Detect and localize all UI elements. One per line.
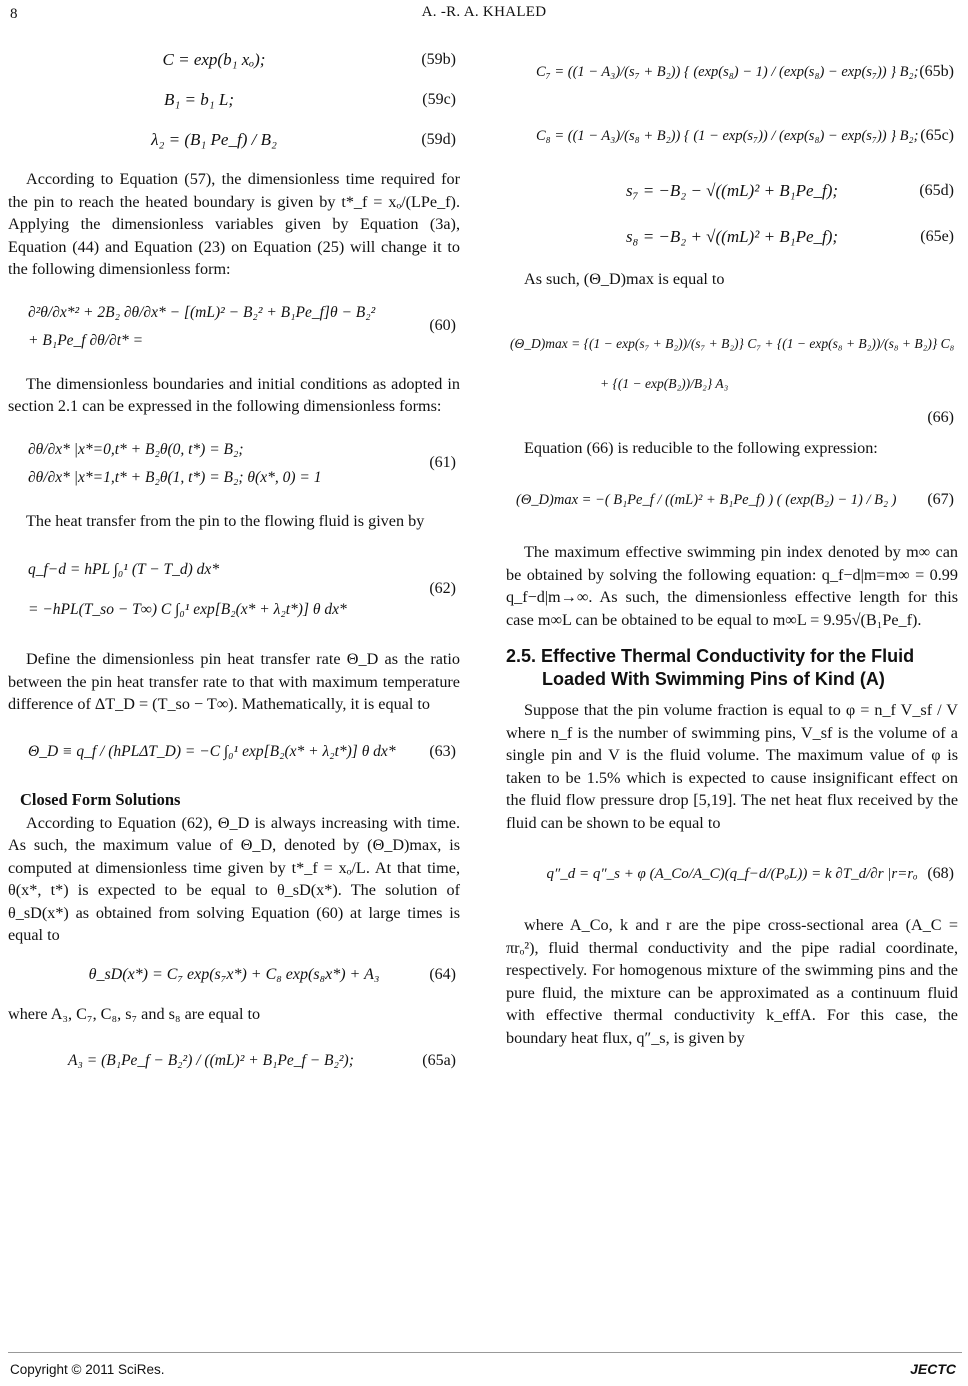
section-heading: 2.5. Effective Thermal Conductivity for the Fluid Loaded With Swimming Pins of Kind (A) xyxy=(506,646,915,689)
paragraph: According to Equation (57), the dimensionless time required for the pin to reach the heated boundary is given by t*_f = xₒ/(LPe_f). Applying the dimensionless variables given by Equation (3a), Equation (44) and Equation (23) on Equation (25) will change it to the following dimensionless form: xyxy=(8,170,460,278)
right-column xyxy=(506,40,958,1057)
paragraph: The dimensionless boundaries and initial conditions as adopted in section 2.1 can be expressed in the following dimensionless forms: xyxy=(8,374,460,415)
page-number: 8 xyxy=(10,6,18,22)
paragraph: According to Equation (62), Θ_D is always increasing with time. As such, the maximum value of Θ_D, denoted by (Θ_D)max, is computed at dimensionless time given by t*_f = xₒ/L. At that time, θ(x*, t*) is expected to be equal to θ_sD(x*). The solution of θ_sD(x*) as obtained from solving Equation (60) at large times is equal to xyxy=(8,813,460,944)
equation-64: θ_sD(x*) = C₇ exp(s₇x*) + C₈ exp(s₈x*) + A₃ (64) xyxy=(88,965,456,983)
paragraph: where A_Co, k and r are the pipe cross-sectional area (A_C = πrₒ²), fluid thermal conductivity and the pipe radial coordinate, respectively. For homogenous mixture of the swimming pins and the pure fluid, the mixture can be approximated as a continuum fluid with effective thermal conductivity k_effA. For this case, the boundary heat flux, q″_s, is given by xyxy=(506,916,958,1047)
equation-65e: s₈ = −B₂ + √((mL)² + B₁Pe_f); (65e) xyxy=(625,227,954,246)
equation-62: q_f−d = hPL ∫₀¹ (T − T_d) dx* = −hPL(T_so − T∞) C ∫₀¹ exp[B₂(x* + λ₂t*)] θ dx* (62) xyxy=(28,561,456,618)
equation-59d: λ₂ = (B₁ Pe_f) / B₂ (59d) xyxy=(151,130,456,149)
equation-68: q″_d = q″_s + φ (A_Co/A_C)(q_f−d/(PₒL)) = k ∂T_d/∂r |r=rₒ (68) xyxy=(546,865,954,882)
equation-65d: s₇ = −B₂ − √((mL)² + B₁Pe_f); (65d) xyxy=(625,181,954,200)
equation-66: (Θ_D)max = {(1 − exp(s₇ + B₂))/(s₇ + B₂)} C₇ + {(1 − exp(s₈ + B₂))/(s₈ + B₂)} C₈ + {(1 − exp(B₂))/B₂} A₃ (66) xyxy=(510,335,955,426)
equation-65c: C₈ = ((1 − A₃)/(s₈ + B₂)) { (1 − exp(s₇)) / (exp(s₈) − exp(s₇)) } B₂; (65c) xyxy=(536,127,954,144)
subsection-heading: Closed Form Solutions xyxy=(20,789,181,809)
paragraph: Suppose that the pin volume fraction is equal to φ = n_f V_sf / V where n_f is the number of swimming pins, V_sf is the volume of a single pin and V is the fluid volume. The maximum value of φ is taken to be 1.5% which is expected to cause insignificant effect on the fluid flow pressure drop [5,19]. The net heat flux received by the fluid can be shown to be equal to xyxy=(506,701,958,832)
running-title: A. -R. A. KHALED xyxy=(421,4,547,20)
footer-rule xyxy=(8,1352,962,1353)
paragraph: The maximum effective swimming pin index denoted by m∞ can be obtained by solving the following equation: q_f−d|m=m∞ = 0.99 q_f−d|m→∞. As such, the dimensionless effective length for this case m∞L can be obtained to be equal to m∞L = 9.95√(B₁Pe_f). xyxy=(506,543,958,629)
equation-65b: C₇ = ((1 − A₃)/(s₇ + B₂)) { (exp(s₈) − 1) / (exp(s₈) − exp(s₇)) } B₂; (65b) xyxy=(536,63,954,80)
equation-65a: A₃ = (B₁Pe_f − B₂²) / ((mL)² + B₁Pe_f − B₂²); (65a) xyxy=(68,1052,456,1069)
equation-60: ∂²θ/∂x*² + 2B₂ ∂θ/∂x* − [(mL)² − B₂² + B₁Pe_f]θ − B₂² + B₁Pe_f ∂θ/∂t* = (60) xyxy=(28,303,456,349)
equation-67: (Θ_D)max = −( B₁Pe_f / ((mL)² + B₁Pe_f) ) ( (exp(B₂) − 1) / B₂ ) (67) xyxy=(516,491,954,508)
paragraph: As such, (Θ_D)max is equal to xyxy=(524,270,725,288)
equation-63: Θ_D ≡ q_f / (hPLΔT_D) = −C ∫₀¹ exp[B₂(x* + λ₂t*)] θ dx* (63) xyxy=(28,742,456,760)
paragraph: Equation (66) is reducible to the following expression: xyxy=(524,438,878,457)
paragraph: The heat transfer from the pin to the flowing fluid is given by xyxy=(26,511,425,530)
paragraph: where A₃, C₇, C₈, s₇ and s₈ are equal to xyxy=(8,1004,261,1023)
journal-name: JECTC xyxy=(910,1361,956,1377)
left-column xyxy=(8,40,460,1089)
copyright: Copyright © 2011 SciRes. xyxy=(10,1362,165,1377)
equation-59c: B₁ = b₁ L; (59c) xyxy=(163,90,456,109)
equation-59b: C = exp(b₁ xₒ); (59b) xyxy=(162,50,456,69)
equation-61: ∂θ/∂x* |x*=0,t* + B₂θ(0, t*) = B₂; ∂θ/∂x* |x*=1,t* + B₂θ(1, t*) = B₂; θ(x*, 0) = 1 (61) xyxy=(28,440,456,486)
paragraph: Define the dimensionless pin heat transfer rate Θ_D as the ratio between the pin heat transfer rate to that with maximum temperature difference of ΔT_D = (T_so − T∞). Mathematically, it is equal to xyxy=(8,650,460,713)
